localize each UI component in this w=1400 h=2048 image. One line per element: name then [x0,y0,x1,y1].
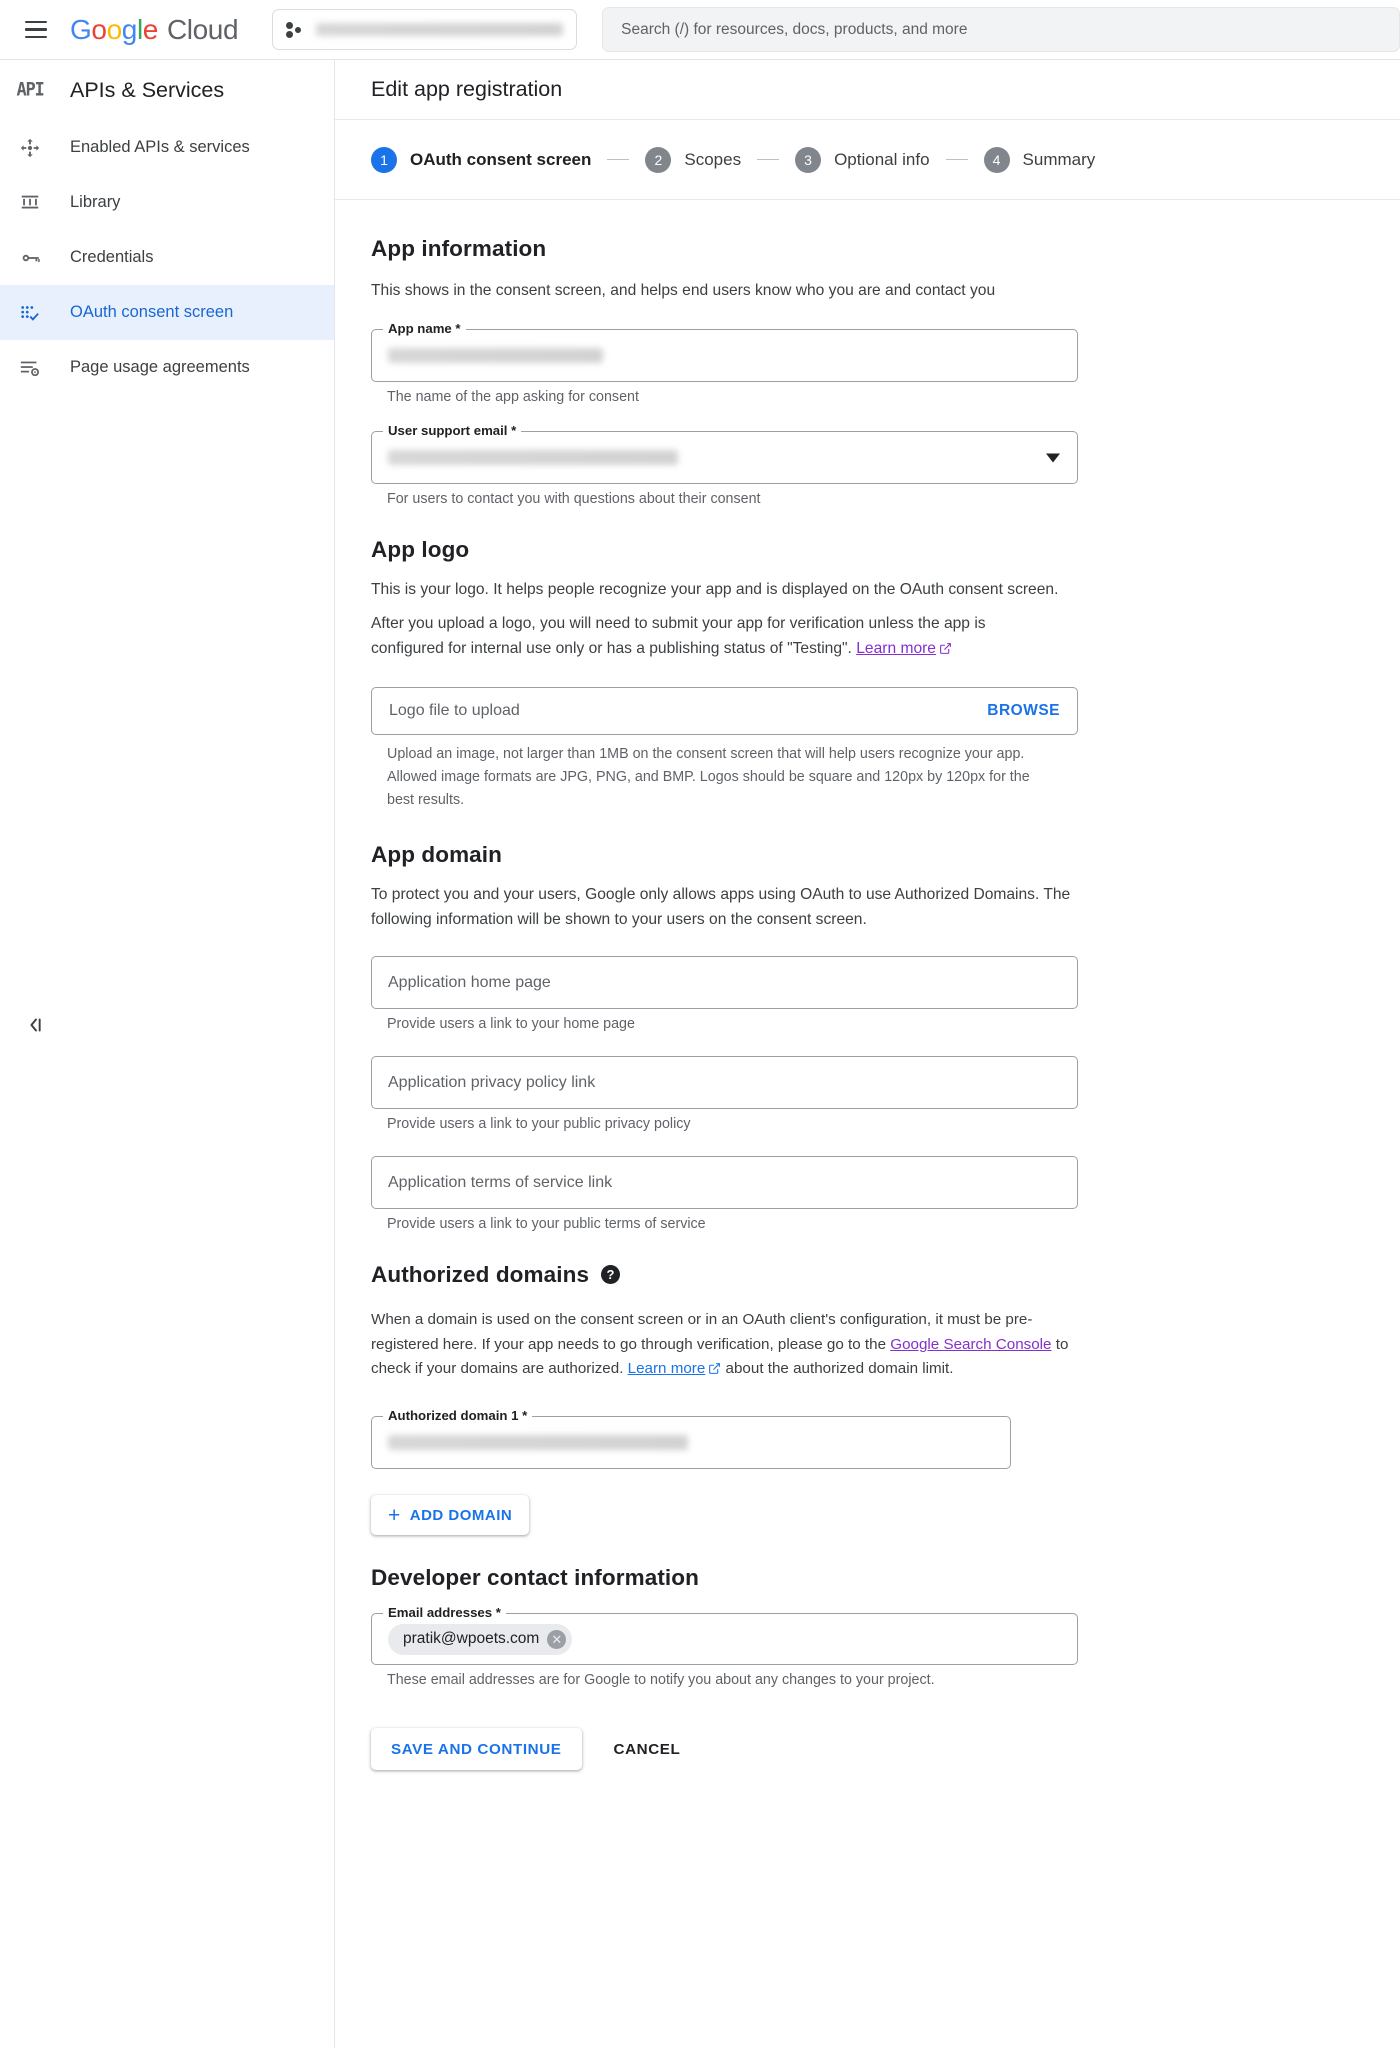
user-support-email-select[interactable] [371,431,1078,484]
app-name-input[interactable] [371,329,1078,382]
sidebar [0,59,335,2048]
library-icon [10,190,50,216]
email-chip[interactable] [388,1624,572,1655]
app-logo-description-2 [371,611,1061,664]
external-link-icon [939,638,952,663]
authorized-domains-learn-more-link[interactable]: Learn more [627,1360,706,1378]
api-icon: API [16,78,44,102]
chip-remove-icon[interactable]: ✕ [547,1630,566,1649]
application-home-page-hint: Provide users a link to your home page [387,1016,635,1033]
step-number: 3 [795,147,821,173]
step-number: 1 [371,147,397,173]
authorized-domain-1-value-redacted [388,1435,688,1450]
application-home-page-field[interactable] [371,956,1078,1009]
sidebar-item-credentials[interactable] [0,230,334,285]
page-title: Edit app registration [335,60,1400,120]
email-addresses-input[interactable] [371,1613,1078,1665]
main-content [335,59,1400,2048]
step-label: Optional info [834,149,930,169]
application-privacy-policy-input[interactable] [371,1056,1078,1109]
form-actions [371,1728,1364,1770]
user-support-email-field[interactable] [371,423,1078,484]
add-domain-label: ADD DOMAIN [409,1506,513,1524]
app-name-value-redacted [388,348,603,363]
email-chip-label: pratik@wpoets.com [403,1630,540,1647]
project-dots-icon [286,21,304,39]
plus-icon: + [388,1503,401,1527]
app-logo-description-1: This is your logo. It helps people recognize your app and is displayed on the OAuth consent screen. [371,581,1059,599]
wizard-stepper [335,120,1400,200]
app-information-description: This shows in the consent screen, and helps end users know who you are and contact you [371,282,996,299]
authorized-domain-1-label: Authorized domain 1 * [383,1408,532,1423]
application-home-page-placeholder: Application home page [388,973,551,991]
search-input[interactable]: Search (/) for resources, docs, products, and more [602,7,1400,52]
cancel-button[interactable]: CANCEL [613,1740,681,1758]
save-and-continue-button[interactable]: SAVE AND CONTINUE [371,1728,582,1770]
logo-upload-hint: Upload an image, not larger than 1MB on the consent screen that will help users recognize your app. Allowed image formats are JPG, PNG, and BMP. Logos should be square and 120px by 120px for the best results. [387,746,1030,808]
key-icon [10,245,50,271]
step-number: 4 [984,147,1010,173]
app-domain-heading: App domain [371,841,502,867]
step-optional-info[interactable] [795,147,929,173]
app-logo-description-2-text: After you upload a logo, you will need to submit your app for verification unless the app is configured for internal use only or has a publishing status of "Testing". [371,614,986,657]
google-search-console-link[interactable]: Google Search Console [890,1335,1052,1353]
step-scopes[interactable] [645,147,741,173]
step-summary[interactable] [984,147,1096,173]
page-usage-icon [10,355,50,381]
sidebar-item-label: Library [70,193,121,211]
developer-contact-heading: Developer contact information [371,1565,699,1590]
sidebar-item-label: Enabled APIs & services [70,138,250,156]
authorized-domains-description [371,1308,1071,1384]
authorized-domains-heading [371,1262,1364,1288]
application-privacy-policy-hint: Provide users a link to your public privacy policy [387,1116,691,1133]
app-logo-learn-more-link[interactable]: Learn more [856,639,936,657]
app-shell [0,59,1400,2048]
logo-upload-placeholder: Logo file to upload [389,702,520,719]
application-privacy-policy-field[interactable] [371,1056,1078,1109]
user-support-email-value-redacted [388,450,678,465]
authorized-domain-1-field[interactable] [371,1408,1011,1469]
app-name-hint: The name of the app asking for consent [387,389,639,406]
application-terms-of-service-input[interactable] [371,1156,1078,1209]
sidebar-item-enabled-apis[interactable] [0,120,334,175]
authorized-domains-desc-part2: to check if your domains are authorized. [371,1335,1069,1378]
sidebar-item-label: OAuth consent screen [70,303,234,321]
project-name-redacted [316,23,563,36]
sidebar-item-label: Credentials [70,248,154,266]
external-link-icon [708,1359,721,1384]
sidebar-item-page-usage-agreements[interactable] [0,340,334,395]
oauth-consent-icon [10,300,50,326]
sidebar-title: APIs & Services [70,77,225,102]
step-label: Summary [1022,149,1096,169]
application-home-page-input[interactable] [371,956,1078,1009]
step-oauth-consent-screen[interactable] [371,147,591,173]
sidebar-item-library[interactable] [0,175,334,230]
user-support-email-label: User support email * [383,423,521,438]
help-icon[interactable]: ? [601,1265,620,1284]
app-information-heading: App information [371,236,547,261]
sidebar-header [0,60,334,120]
email-addresses-label: Email addresses * [383,1605,506,1620]
user-support-email-hint: For users to contact you with questions about their consent [387,491,761,508]
google-cloud-logo[interactable]: G o o g l e Cloud [70,13,239,45]
browse-button[interactable]: BROWSE [987,702,1060,719]
app-name-label: App name * [383,321,466,336]
step-divider [757,159,779,161]
step-label: OAuth consent screen [410,149,592,169]
app-logo-heading: App logo [371,537,470,563]
step-divider [946,159,968,161]
application-terms-of-service-placeholder: Application terms of service link [388,1173,613,1191]
authorized-domains-title: Authorized domains [371,1262,590,1288]
sidebar-item-oauth-consent-screen[interactable] [0,285,334,340]
application-terms-of-service-hint: Provide users a link to your public terms of service [387,1216,706,1233]
email-addresses-hint: These email addresses are for Google to notify you about any changes to your project. [387,1672,935,1688]
step-divider [607,159,629,161]
project-picker[interactable] [272,9,577,50]
sidebar-item-label: Page usage agreements [70,358,250,376]
step-number: 2 [645,147,671,173]
authorized-domains-desc-part1: When a domain is used on the consent screen or in an OAuth client's configuration, it must be pre-registered here. If your app needs to go through verification, please go to the [371,1311,1033,1353]
cloud-wordmark: Cloud [166,13,239,45]
application-terms-of-service-field[interactable] [371,1156,1078,1209]
application-privacy-policy-placeholder: Application privacy policy link [388,1073,596,1091]
authorized-domains-desc-part3: about the authorized domain limit. [721,1360,954,1378]
enabled-apis-icon [10,135,50,161]
collapse-panel-icon[interactable] [16,1005,56,1045]
authorized-domain-1-input[interactable] [371,1416,1011,1469]
hamburger-menu-icon[interactable] [14,8,58,52]
app-domain-description: To protect you and your users, Google only allows apps using OAuth to use Authorized Domains. The following information will be shown to your users on the consent screen. [371,885,1071,928]
logo-upload-field[interactable] [371,687,1078,735]
step-label: Scopes [684,149,742,169]
form-content [335,200,1400,1790]
app-name-field[interactable] [371,321,1078,382]
add-domain-button[interactable] [371,1495,529,1535]
top-bar [0,0,1400,59]
chevron-down-icon[interactable] [1046,453,1060,462]
email-addresses-field[interactable] [371,1605,1078,1665]
